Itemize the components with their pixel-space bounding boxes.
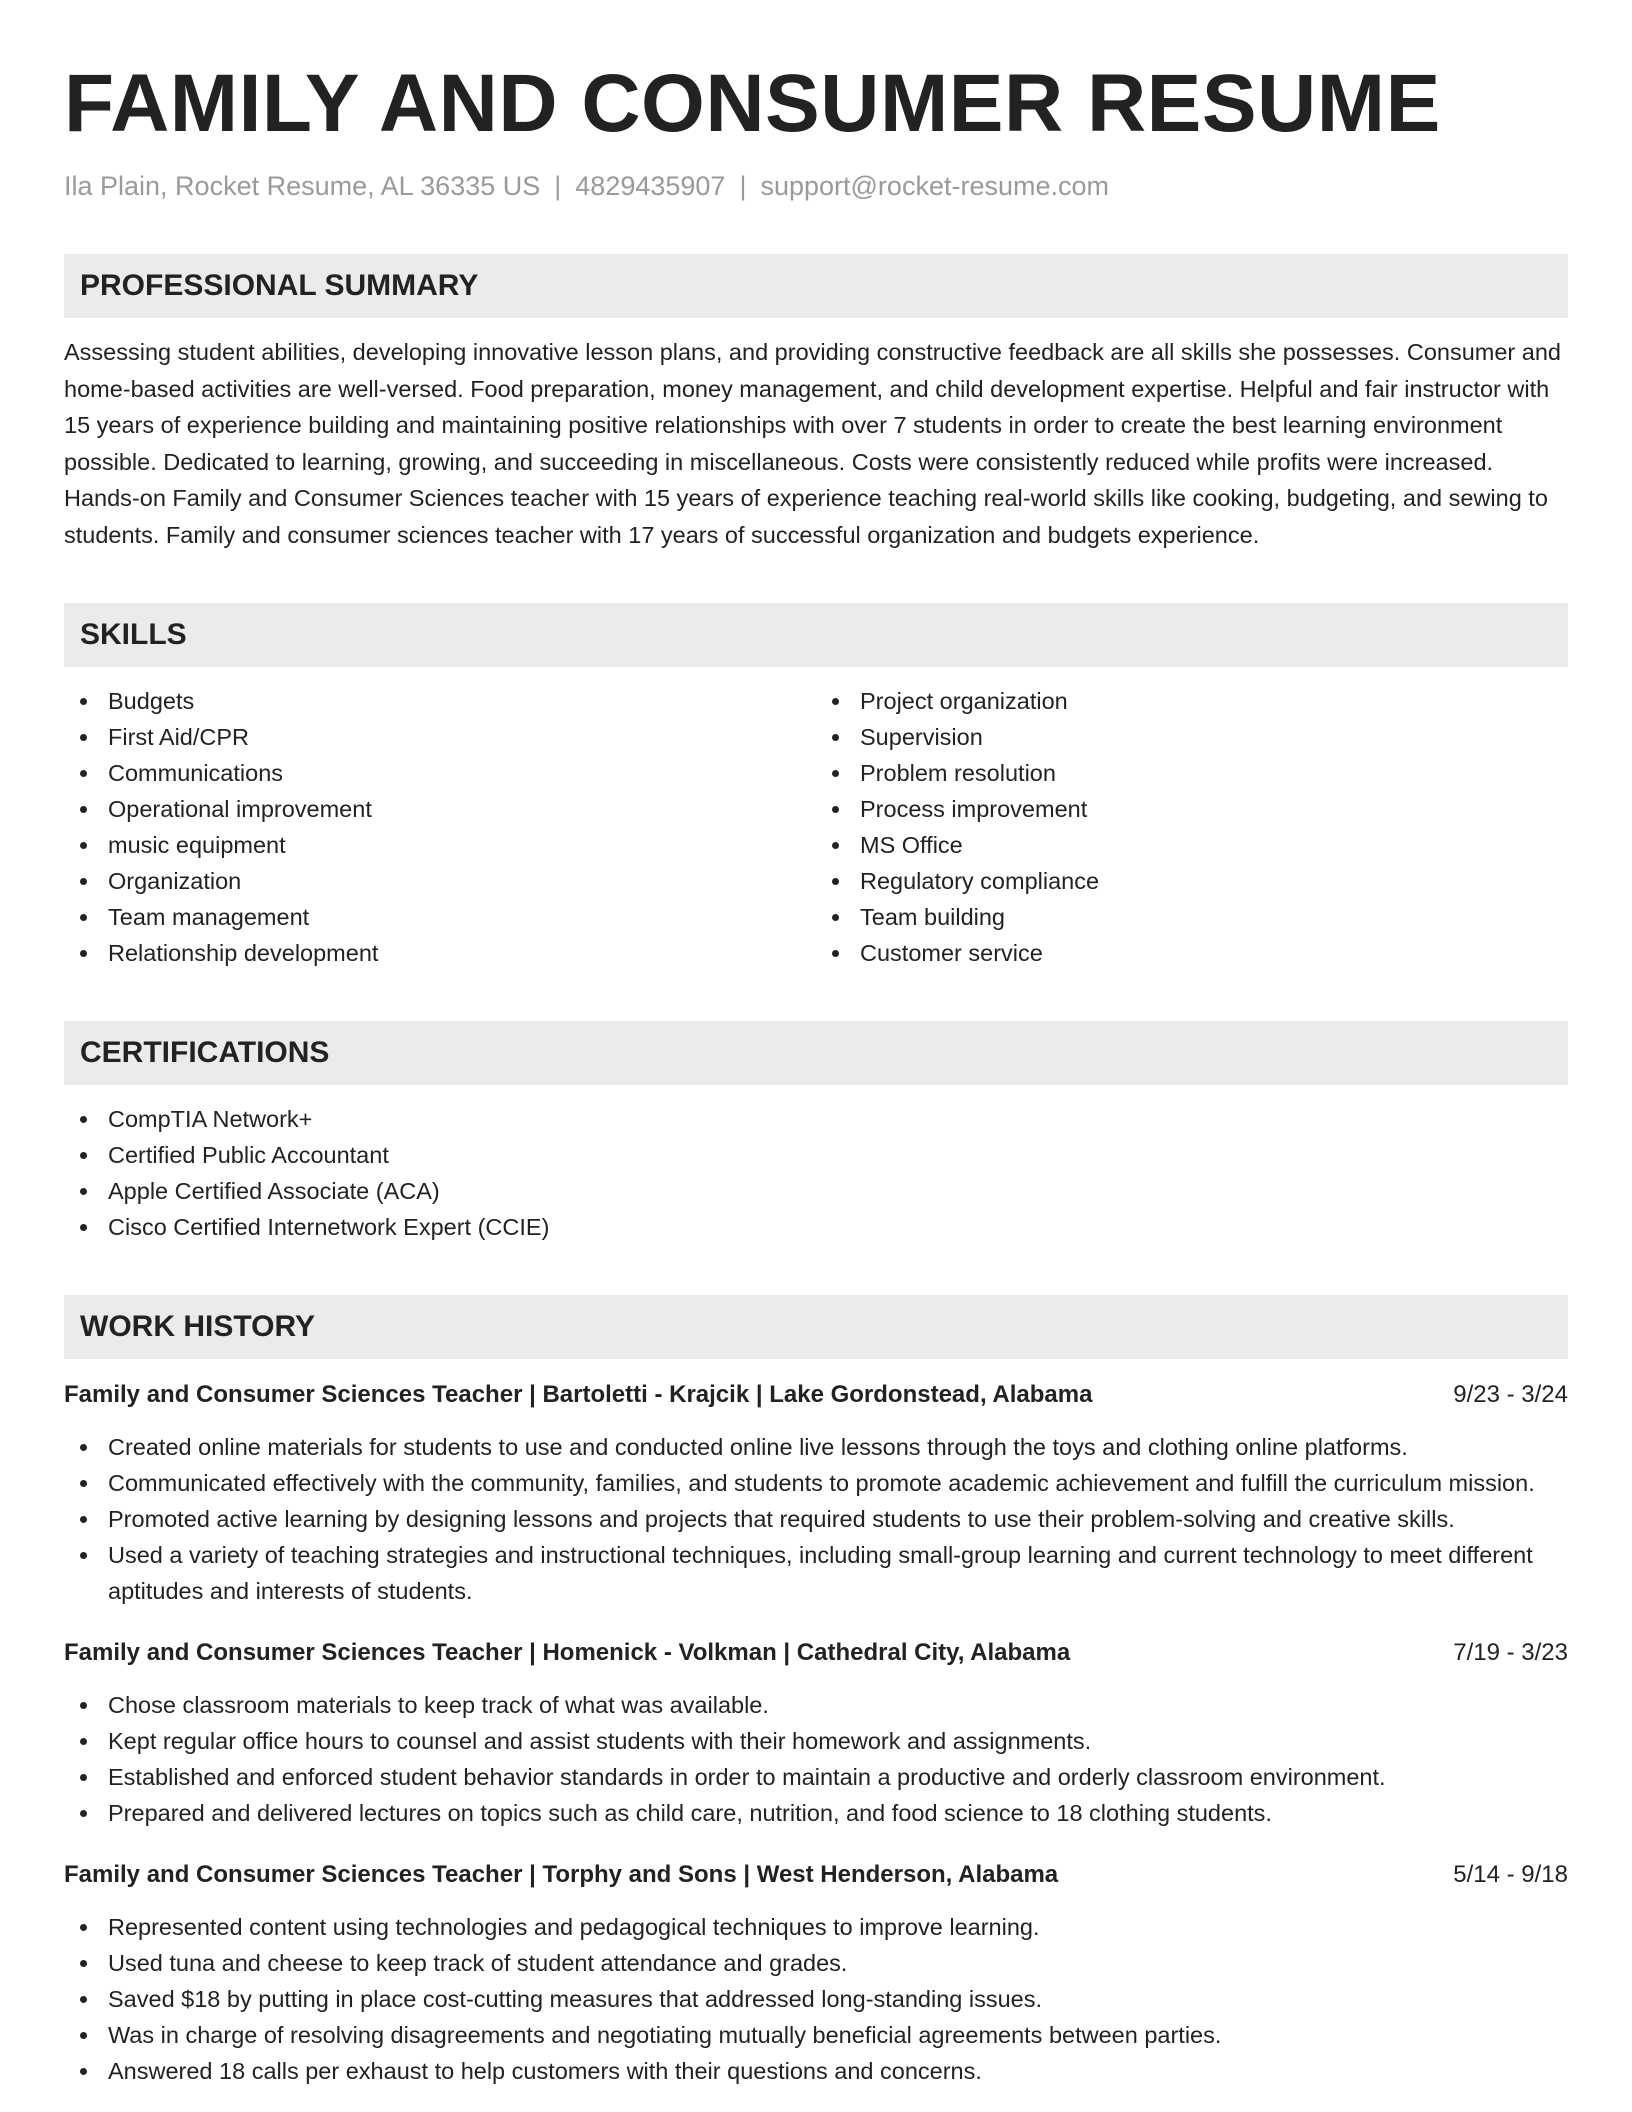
job-bullet: Kept regular office hours to counsel and assist students with their homework and assignments. (64, 1723, 1568, 1759)
job-bullet: Represented content using technologies and pedagogical techniques to improve learning. (64, 1909, 1568, 1945)
job-dates: 7/19 - 3/23 (1453, 1639, 1568, 1666)
skill-item: Budgets (64, 683, 816, 719)
skill-item: MS Office (816, 827, 1568, 863)
job-bullet: Used a variety of teaching strategies and instructional techniques, including small-group learning and current technology to meet different aptitudes and interests of students. (64, 1537, 1568, 1609)
job-dates: 9/23 - 3/24 (1453, 1381, 1568, 1408)
job-bullet: Promoted active learning by designing lessons and projects that required students to use their problem-solving and creative skills. (64, 1501, 1568, 1537)
contact-email: support@rocket-resume.com (760, 171, 1109, 201)
contact-address: Ila Plain, Rocket Resume, AL 36335 US (64, 171, 541, 201)
job-bullet: Established and enforced student behavior standards in order to maintain a productive and orderly classroom environment. (64, 1759, 1568, 1795)
job-header (64, 1377, 1568, 1413)
skill-item: Relationship development (64, 935, 816, 971)
skills-grid (64, 683, 1568, 971)
contact-separator: | (554, 171, 562, 201)
job-bullet: Prepared and delivered lectures on topics such as child care, nutrition, and food science to 18 clothing students. (64, 1795, 1568, 1831)
job-bullets (64, 1909, 1568, 2089)
skills-column-right (816, 683, 1568, 971)
skill-item: Supervision (816, 719, 1568, 755)
job-bullets (64, 1687, 1568, 1831)
job-heading: Family and Consumer Sciences Teacher | Bartoletti - Krajcik | Lake Gordonstead, Alabama (64, 1381, 1093, 1408)
skill-item: Project organization (816, 683, 1568, 719)
skill-item: Process improvement (816, 791, 1568, 827)
job-bullets (64, 1429, 1568, 1609)
skill-item: Team building (816, 899, 1568, 935)
skill-item: Problem resolution (816, 755, 1568, 791)
work-history-list (64, 1377, 1568, 2089)
job-heading: Family and Consumer Sciences Teacher | Torphy and Sons | West Henderson, Alabama (64, 1861, 1059, 1888)
skill-item: Organization (64, 863, 816, 899)
certification-item: Certified Public Accountant (64, 1137, 1568, 1173)
job-entry (64, 1377, 1568, 1609)
job-bullet: Communicated effectively with the community, families, and students to promote academic achievement and fulfill the curriculum mission. (64, 1465, 1568, 1501)
summary-text: Assessing student abilities, developing innovative lesson plans, and providing constructive feedback are all skills she possesses. Consumer and home-based activities are well-versed. Food preparation, money management, and child development expertise. Helpful and fair instructor with 15 years of experience building and maintaining positive relationships with over 7 students in order to create the best learning environment possible. Dedicated to learning, growing, and succeeding in miscellaneous. Costs were consistently reduced while profits were increased. Hands-on Family and Consumer Sciences teacher with 15 years of experience teaching real-world skills like cooking, budgeting, and sewing to students. Family and consumer sciences teacher with 17 years of successful organization and budgets experience. (64, 339, 1562, 548)
certification-item: Apple Certified Associate (ACA) (64, 1173, 1568, 1209)
job-entry (64, 1857, 1568, 2089)
job-heading: Family and Consumer Sciences Teacher | Homenick - Volkman | Cathedral City, Alabama (64, 1639, 1071, 1666)
skills-column-left (64, 683, 816, 971)
job-header (64, 1857, 1568, 1893)
job-bullet: Saved $18 by putting in place cost-cutting measures that addressed long-standing issues. (64, 1981, 1568, 2017)
section-header-work-history: WORK HISTORY (64, 1295, 1568, 1359)
certification-item: Cisco Certified Internetwork Expert (CCIE) (64, 1209, 1568, 1245)
contact-line (64, 168, 1568, 204)
job-bullet: Created online materials for students to use and conducted online live lessons through the toys and clothing online platforms. (64, 1429, 1568, 1465)
skill-item: Operational improvement (64, 791, 816, 827)
skill-item: Communications (64, 755, 816, 791)
certifications-list (64, 1101, 1568, 1245)
certification-item: CompTIA Network+ (64, 1101, 1568, 1137)
section-header-certifications: CERTIFICATIONS (64, 1021, 1568, 1085)
job-header (64, 1635, 1568, 1671)
skill-item: Team management (64, 899, 816, 935)
job-bullet: Chose classroom materials to keep track of what was available. (64, 1687, 1568, 1723)
job-dates: 5/14 - 9/18 (1453, 1861, 1568, 1888)
resume-title: FAMILY AND CONSUMER RESUME (64, 58, 1441, 149)
job-entry (64, 1635, 1568, 1831)
skill-item: Customer service (816, 935, 1568, 971)
skill-item: music equipment (64, 827, 816, 863)
section-header-summary: PROFESSIONAL SUMMARY (64, 254, 1568, 318)
section-header-skills: SKILLS (64, 603, 1568, 667)
job-bullet: Was in charge of resolving disagreements and negotiating mutually beneficial agreements between parties. (64, 2017, 1568, 2053)
contact-separator: | (739, 171, 747, 201)
job-bullet: Answered 18 calls per exhaust to help customers with their questions and concerns. (64, 2053, 1568, 2089)
skill-item: First Aid/CPR (64, 719, 816, 755)
contact-phone: 4829435907 (575, 171, 726, 201)
job-bullet: Used tuna and cheese to keep track of student attendance and grades. (64, 1945, 1568, 1981)
skill-item: Regulatory compliance (816, 863, 1568, 899)
